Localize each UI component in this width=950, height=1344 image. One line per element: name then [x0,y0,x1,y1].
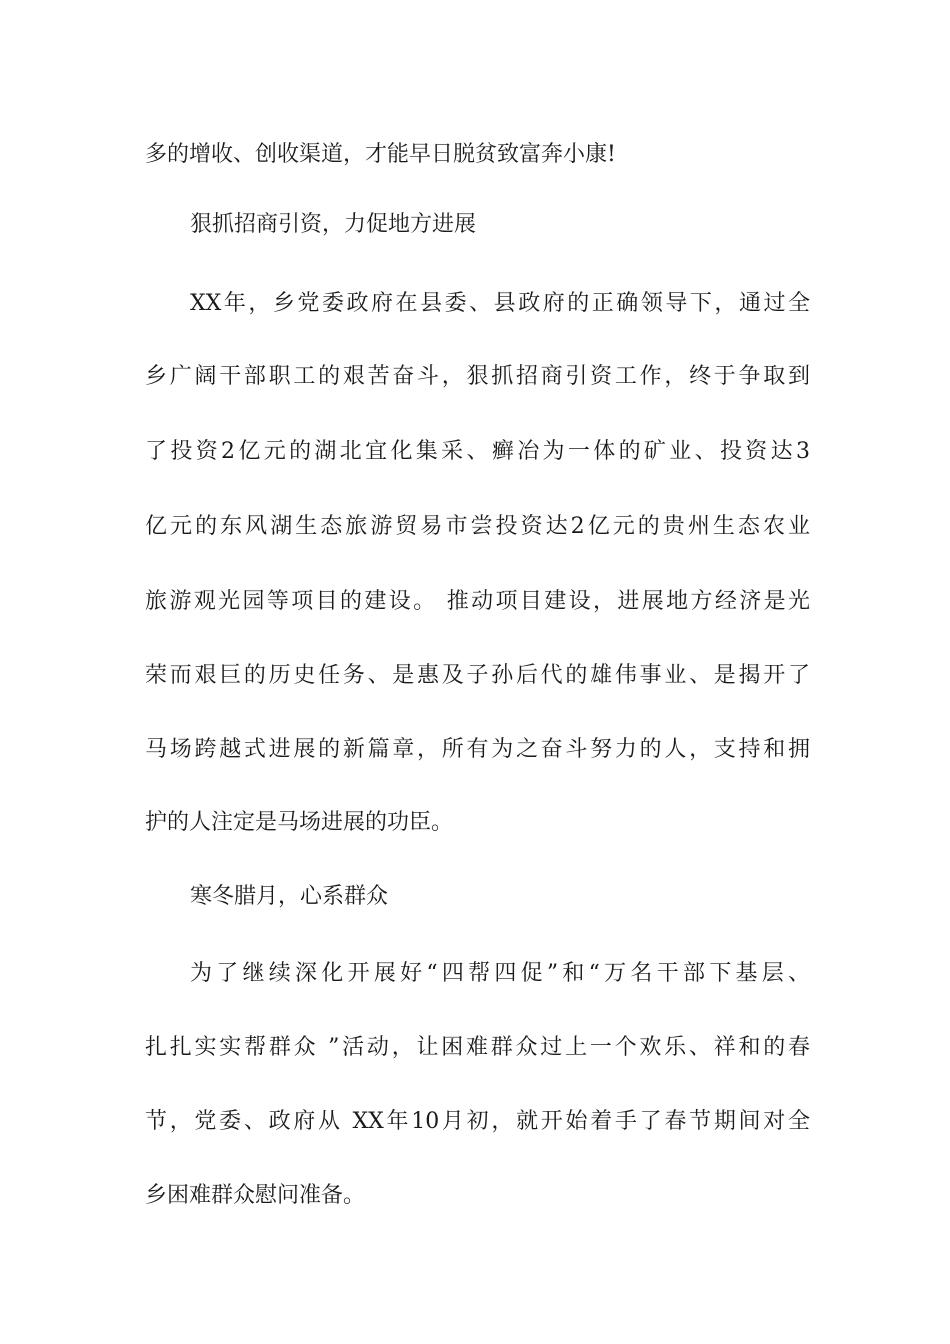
paragraph-line: 荣而艰巨的历史任务、是惠及子孙后代的雄伟事业、是揭开了 [145,663,810,688]
paragraph-line: XX年，乡党委政府在县委、县政府的正确领导下，通过全 [190,291,810,316]
paragraph-line: 马场跨越式进展的新篇章，所有为之奋斗努力的人，支持和拥 [145,737,810,762]
section-heading: 寒冬腊月，心系群众 [190,884,389,909]
section-heading: 狠抓招商引资，力促地方进展 [190,212,477,237]
paragraph-line: 乡广阔干部职工的艰苦奋斗，狠抓招商引资工作，终于争取到 [145,364,810,389]
paragraph-line: 亿元的东风湖生态旅游贸易市尝投资达2亿元的贵州生态农业 [145,514,810,539]
paragraph-line: 护的人注定是马场进展的功臣。 [145,810,454,835]
paragraph-line: 节，党委、政府从 XX年10月初，就开始着手了春节期间对全 [145,1109,810,1134]
paragraph-line: 旅游观光园等项目的建设。 推动项目建设，进展地方经济是光 [145,589,810,614]
paragraph-line: 扎扎实实帮群众 ”活动，让困难群众过上一个欢乐、祥和的春 [145,1035,810,1060]
paragraph-line: 乡困难群众慰问准备。 [145,1183,366,1208]
paragraph-line: 为了继续深化开展好“四帮四促”和“万名干部下基层、 [190,961,810,986]
paragraph-line: 多的增收、创收渠道，才能早日脱贫致富奔小康! [145,142,616,167]
paragraph-line: 了投资2亿元的湖北宜化集采、癣冶为一体的矿业、投资达3 [145,439,810,464]
